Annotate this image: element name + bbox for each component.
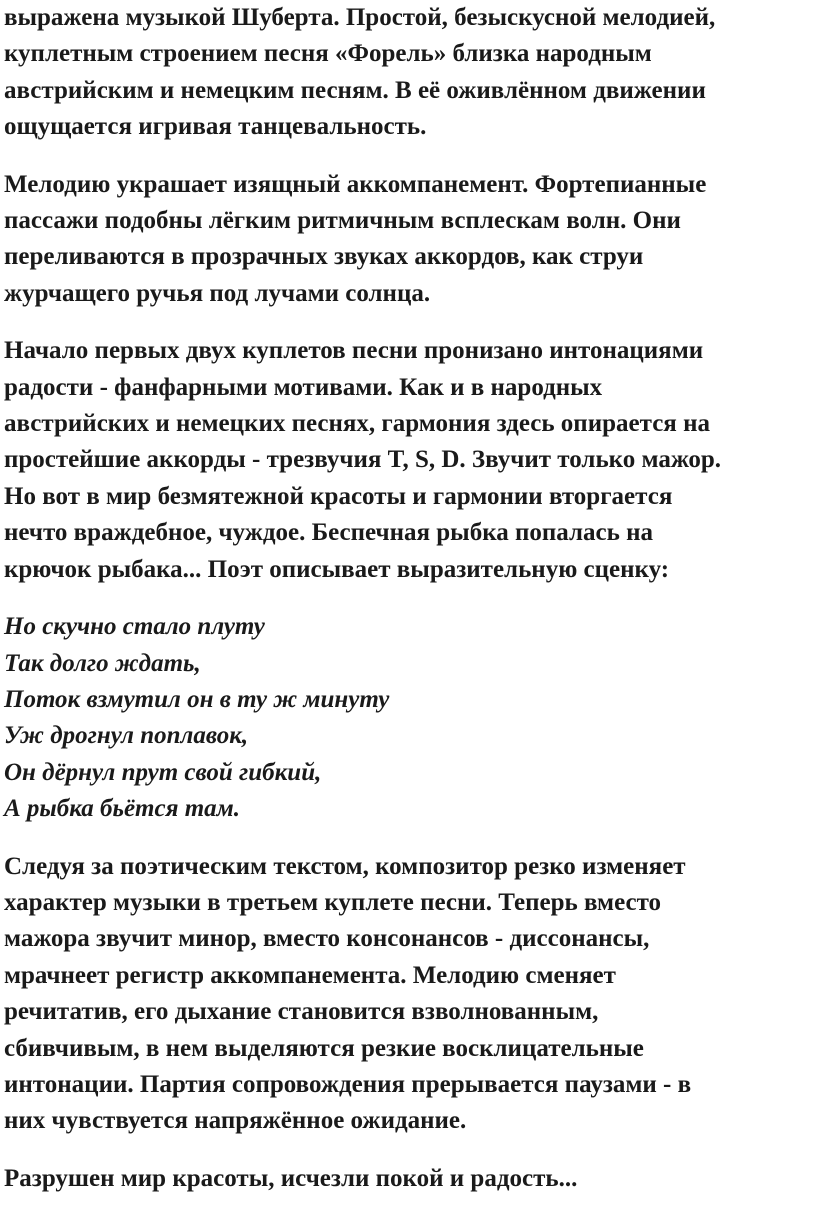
- paragraph-gap: [4, 828, 812, 849]
- verse-line: Он дёрнул прут свой гибкий,: [4, 758, 322, 786]
- text-line: Но вот в мир безмятежной красоты и гармонии вторгается: [4, 482, 673, 510]
- text-line: простейшие аккорды - трезвучия T, S, D. Звучит только мажор.: [4, 446, 722, 474]
- verse-line: Уж дрогнул поплавок,: [4, 722, 249, 750]
- verse-line: Так долго ждать,: [4, 649, 201, 677]
- text-line: выражена музыкой Шуберта. Простой, безыскусной мелодией,: [4, 4, 716, 31]
- paragraph: [4, 1161, 812, 1197]
- text-line: речитатив, его дыхание становится взволнованным,: [4, 998, 599, 1026]
- paragraph: [4, 849, 812, 1140]
- text-line: мажора звучит минор, вместо консонансов - диссонансы,: [4, 925, 650, 953]
- paragraph-gap: [4, 312, 812, 333]
- paragraph-gap: [4, 588, 812, 609]
- text-line: Мелодию украшает изящный аккомпанемент. Фортепианные: [4, 170, 707, 198]
- text-line: журчащего ручья под лучами солнца.: [4, 279, 431, 307]
- text-line: переливаются в прозрачных звуках аккордов, как струи: [4, 243, 644, 271]
- paragraph-gap: [4, 146, 812, 167]
- document-page: [4, 0, 812, 1197]
- text-line: характер музыки в третьем куплете песни. Теперь вместо: [4, 888, 662, 916]
- text-line: крючок рыбака... Поэт описывает выразительную сценку:: [4, 555, 670, 583]
- paragraph: [4, 0, 812, 146]
- text-line: сбивчивым, в нем выделяются резкие восклицательные: [4, 1034, 644, 1062]
- paragraph: [4, 167, 812, 313]
- text-line: них чувствуется напряжённое ожидание.: [4, 1107, 467, 1135]
- paragraph: [4, 333, 812, 588]
- text-line: куплетным строением песня «Форель» близка народным: [4, 40, 652, 68]
- text-line: Начало первых двух куплетов песни пронизано интонациями: [4, 337, 704, 365]
- paragraph-gap: [4, 1140, 812, 1161]
- text-line: ощущается игривая танцевальность.: [4, 113, 427, 141]
- text-line: австрийским и немецким песням. В её оживлённом движении: [4, 76, 706, 104]
- verse-line: Но скучно стало плуту: [4, 613, 265, 641]
- verse-line: А рыбка бьётся там.: [4, 795, 241, 823]
- poem-verse: [4, 609, 812, 827]
- text-line: интонации. Партия сопровождения прерывается паузами - в: [4, 1070, 692, 1098]
- text-line: мрачнеет регистр аккомпанемента. Мелодию сменяет: [4, 961, 616, 989]
- text-line: австрийских и немецких песнях, гармония здесь опирается на: [4, 410, 710, 438]
- text-line: пассажи подобны лёгким ритмичным всплескам волн. Они: [4, 207, 681, 235]
- verse-line: Поток взмутил он в ту ж минуту: [4, 685, 390, 713]
- text-line: Следуя за поэтическим текстом, композитор резко изменяет: [4, 852, 686, 880]
- text-line: Разрушен мир красоты, исчезли покой и радость...: [4, 1164, 578, 1192]
- text-line: нечто враждебное, чуждое. Беспечная рыбка попалась на: [4, 519, 653, 547]
- text-line: радости - фанфарными мотивами. Как и в народных: [4, 373, 603, 401]
